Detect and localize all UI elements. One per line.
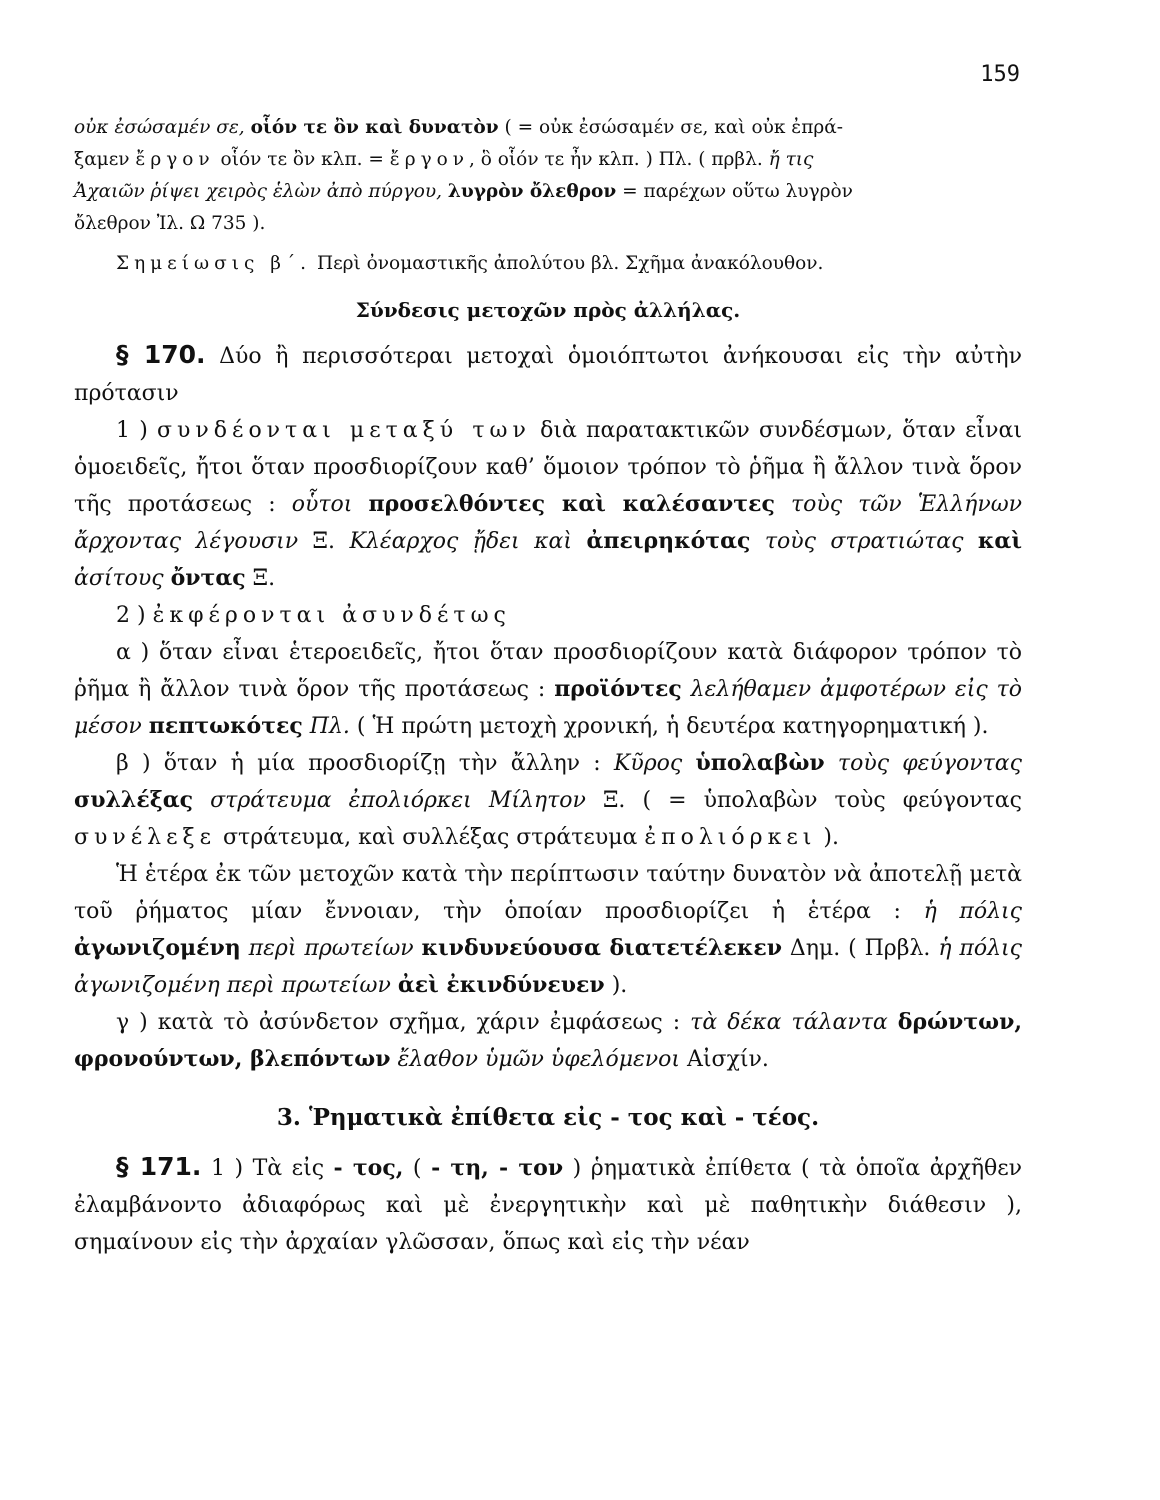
text-span: - τος, bbox=[333, 1155, 404, 1181]
text-span: Ξ. ( = ὑπολαβὼν τοὺς φεύγοντας bbox=[585, 788, 1022, 813]
text-span: ἡ πόλις bbox=[923, 899, 1022, 924]
text-span: κατὰ τὸ ἀσύνδετον σχῆμα, χάριν ἐμφάσεως : bbox=[157, 1010, 691, 1035]
section-heading-connection: Σύνδεσις μετοχῶν πρὸς ἀλλήλας. bbox=[355, 298, 741, 322]
text-span: καὶ bbox=[977, 528, 1022, 554]
text-span: κινδυνεύουσα διατετέλεκεν bbox=[421, 935, 782, 961]
spaced-text: ἔργον bbox=[389, 149, 470, 170]
text-span: ὄντας bbox=[170, 565, 246, 591]
text-span: τὰ δέκα τάλαντα bbox=[690, 1010, 898, 1035]
text-span: ὅταν ἡ μία προσδιορίζῃ τὴν ἄλλην : bbox=[163, 751, 614, 776]
spaced-text: ἔργον bbox=[135, 149, 215, 170]
text-span: ἀγωνιζομένη bbox=[74, 935, 241, 961]
page-number: 159 bbox=[980, 62, 1020, 87]
section-170-point-2c bbox=[74, 1004, 1022, 1078]
text-span: = παρέχων οὕτω λυγρὸν bbox=[616, 181, 853, 202]
text-span: τοὺς τῶν Ἑλλήνων ἄρχοντας λέγουσιν bbox=[74, 492, 1023, 554]
section-171-paragraph bbox=[74, 1148, 1022, 1261]
text-span: προσελθόντες καὶ καλέσαντες bbox=[368, 491, 775, 517]
text-span: ἀεὶ ἐκινδύνευεν bbox=[397, 972, 605, 998]
text-span: ἤ τις bbox=[768, 149, 814, 170]
text-span: ξαμεν bbox=[74, 149, 136, 170]
text-span: διὰ παρατακτικῶν συνδέσμων, ὅταν εἶναι ὁμοειδεῖς, ἤτοι ὅταν προσδιορίζουν καθ’ ὅμοιον τρόπον τὸ ῥῆμα ἢ ἄλλον τινὰ ὅρον τῆς προτάσεως : bbox=[74, 418, 1022, 517]
text-span: ( = οὐκ ἐσώσαμέν σε, καὶ οὐκ ἐπρά- bbox=[498, 117, 843, 138]
text-span: Ἀχαιῶν ῥίψει χειρὸς ἑλὼν ἀπὸ πύργου, bbox=[74, 181, 448, 202]
page-content bbox=[74, 112, 1022, 1261]
text-span: Αἰσχίν. bbox=[680, 1047, 769, 1072]
text-span: περὶ πρωτείων bbox=[240, 936, 422, 961]
text-span: οὐκ ἐσώσαμέν σε, bbox=[74, 117, 251, 138]
section-number: § 170. bbox=[116, 340, 206, 369]
text-span: τοὺς στρατιώτας bbox=[750, 529, 978, 554]
text-span: δρώντων, φρονούντων, βλεπόντων bbox=[74, 1009, 1022, 1072]
text-span: ἔλαθον ὑμῶν ὑφελόμενοι bbox=[390, 1047, 681, 1072]
text-span: α ) bbox=[116, 640, 159, 665]
text-span: 1 ) bbox=[116, 418, 158, 443]
text-span: Ἡ ἑτέρα ἐκ τῶν μετοχῶν κατὰ τὴν περίπτωσιν ταύτην δυνατὸν νὰ ἀποτελῇ μετὰ τοῦ ῥήματος μίαν ἔννοιαν, τὴν ὁποίαν προσδιορίζει ἡ ἑτέρα : bbox=[74, 862, 1022, 924]
text-span: οἷόν τε ὂν κλπ. = bbox=[214, 149, 390, 170]
text-span: ὅταν εἶναι ἑτεροειδεῖς, ἤτοι ὅταν προσδιορίζουν κατὰ διάφορον τρόπον τὸ ῥῆμα ἢ ἄλλον τινὰ ὅρον τῆς προτάσεως : bbox=[74, 640, 1022, 702]
text-span: λελήθαμεν ἀμφοτέρων εἰς τὸ μέσον bbox=[74, 677, 1022, 739]
section-170-point-2b-note bbox=[74, 856, 1022, 1004]
text-span: ἀσίτους bbox=[74, 566, 171, 591]
text-span: 2 ) bbox=[116, 603, 153, 628]
section-170-intro bbox=[74, 336, 1022, 412]
text-span: ( bbox=[403, 1156, 432, 1181]
spaced-text: ἐπολιόρκει bbox=[644, 825, 817, 850]
section-170-point-2a bbox=[74, 634, 1022, 745]
section-170-point-2 bbox=[74, 597, 1022, 634]
text-span: Πλ. bbox=[302, 714, 350, 739]
section-170-point-2b bbox=[74, 745, 1022, 856]
text-span: , ὃ οἷόν τε ἦν κλπ. ) Πλ. ( πρβλ. bbox=[469, 149, 769, 170]
text-span: - τη, - τον bbox=[431, 1155, 564, 1181]
spaced-text: συνέλεξε bbox=[74, 825, 217, 850]
text-span: ). bbox=[604, 973, 628, 998]
text-span: στράτευμα, καὶ συλλέξας στράτευμα bbox=[216, 825, 645, 850]
text-span: Κλέαρχος ᾔδει καὶ bbox=[349, 529, 587, 554]
text-span: οὗτοι bbox=[291, 492, 369, 517]
text-span: Ξ. bbox=[245, 566, 276, 591]
text-span: λυγρὸν ὄλεθρον bbox=[447, 181, 617, 202]
spaced-text: ἐκφέρονται ἀσυνδέτως bbox=[152, 603, 511, 628]
text-span: β ) bbox=[116, 751, 164, 776]
text-span: προϊόντες bbox=[554, 676, 682, 702]
top-paragraph bbox=[74, 112, 1022, 240]
text-span: Κῦρος bbox=[613, 751, 696, 776]
section-170-point-1 bbox=[74, 412, 1022, 597]
text-span: ἀπειρηκότας bbox=[586, 528, 751, 554]
text-span: Ξ. bbox=[298, 529, 350, 554]
text-span: τοὺς φεύγοντας bbox=[824, 751, 1022, 776]
text-span: συλλέξας bbox=[74, 787, 194, 813]
text-span: οἷόν τε ὂν καὶ δυνατὸν bbox=[250, 117, 499, 138]
text-span: γ ) bbox=[116, 1010, 158, 1035]
section-number: § 171. bbox=[116, 1152, 202, 1181]
note-paragraph bbox=[74, 248, 1022, 280]
text-span: πεπτωκότες bbox=[148, 713, 303, 739]
text-span: ὄλεθρον Ἰλ. Ω 735 ). bbox=[74, 213, 266, 234]
text-span: ( Ἡ πρώτη μετοχὴ χρονική, ἡ δευτέρα κατηγορηματική ). bbox=[349, 714, 989, 739]
spaced-text: συνδέονται μεταξύ των bbox=[157, 418, 531, 443]
text-span: ) ῥηματικὰ ἐπίθετα ( τὰ ὁποῖα ἀρχῆθεν ἐλαμβάνοντο ἀδιαφόρως καὶ μὲ ἐνεργητικὴν καὶ μὲ παθητικὴν διάθεσιν ), σημαίνουν εἰς τὴν ἀρχαίαν γλῶσσαν, ὅπως καὶ εἰς τὴν νέαν bbox=[74, 1156, 1023, 1255]
text-span: Δημ. ( Πρβλ. bbox=[781, 936, 939, 961]
text-span: ὑπολαβὼν bbox=[695, 750, 825, 776]
text-span: στράτευμα ἐπολιόρκει Μίλητον bbox=[193, 788, 586, 813]
section-heading-verbal-adjectives: 3. Ῥηματικὰ ἐπίθετα εἰς - τος καὶ - τέος. bbox=[276, 1104, 820, 1131]
text-span: Δύο ἢ περισσότεραι μετοχαὶ ὁμοιόπτωτοι ἀνήκουσαι εἰς τὴν αὐτὴν πρότασιν bbox=[74, 344, 1022, 406]
text-span: 1 ) Τὰ εἰς bbox=[201, 1156, 334, 1181]
note-label: Σημείωσις β΄. bbox=[116, 253, 312, 274]
note-text: Περὶ ὀνομαστικῆς ἀπολύτου βλ. Σχῆμα ἀνακόλουθον. bbox=[311, 253, 824, 274]
text-span: ἡ πόλις ἀγωνιζομένη περὶ πρωτείων bbox=[74, 936, 1022, 998]
text-span: ). bbox=[816, 825, 839, 850]
